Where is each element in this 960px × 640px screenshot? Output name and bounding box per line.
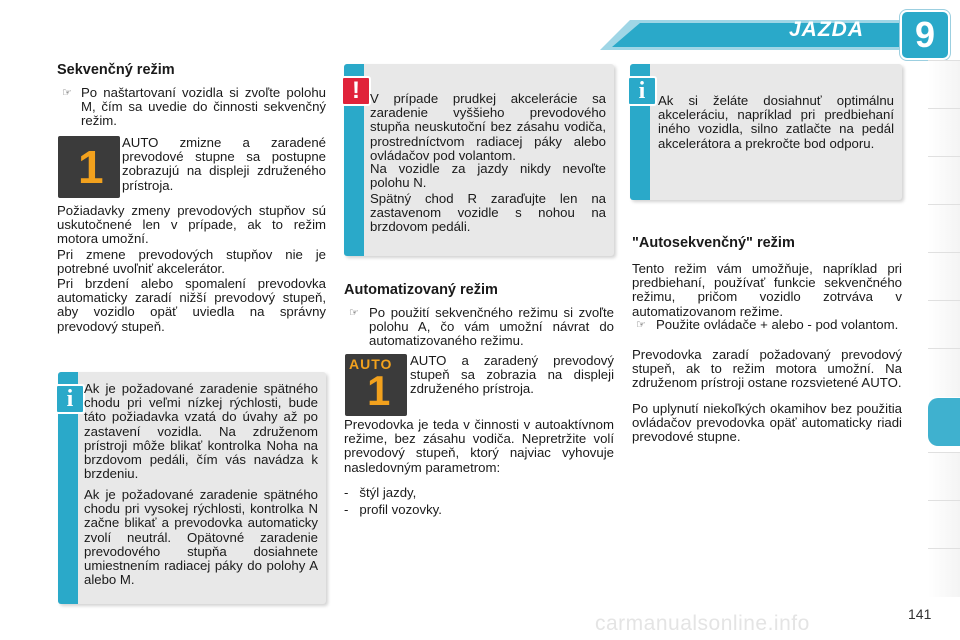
paragraph: Prevodovka zaradí požadovaný prevodový stupeň, ak to režim motora umožní. Na združenom prístroji ostane rozsvietené AUTO. [632, 347, 902, 391]
list-item: - štýl jazdy, [344, 485, 417, 500]
chapter-tab[interactable] [928, 252, 960, 301]
warning-text: V prípade prudkej akcelerácie sa zaradenie vyššieho prevodového stupňa neuskutoční bez zásahu vodiča, prostredníctvom radiacej páky alebo ovládačov pod volantom. [370, 91, 606, 163]
gear-auto-label: AUTO [349, 356, 393, 372]
chapter-tab[interactable] [928, 500, 960, 549]
auto-text-line: AUTO zmizne a zaradené [122, 135, 326, 150]
auto-text-rest: prevodové stupne sa postupne zobrazujú na displeji združeného prístroja. [122, 149, 326, 193]
section-heading-sequential: Sekvenčný režim [57, 62, 175, 78]
chapter-tab[interactable] [928, 108, 960, 157]
gear-digit: 1 [367, 367, 391, 414]
bullet-icon: ☞ [62, 87, 72, 99]
info-box [630, 64, 902, 200]
warning-text: Spätný chod R zaraďujte len na zastavenom vozidle s nohou na brzdovom pedáli. [370, 191, 606, 235]
chapter-tab[interactable] [928, 300, 960, 349]
page-number: 141 [908, 606, 932, 622]
warning-icon: ! [341, 76, 371, 106]
warning-text: Na vozidle za jazdy nikdy nevoľte polohu N. [370, 161, 606, 191]
list-item-text: profil vozovky. [359, 502, 442, 517]
bullet-icon: ☞ [349, 307, 359, 319]
warning-box [344, 64, 614, 256]
info-text: Ak je požadované zaradenie spätného chodu pri veľmi nízkej rýchlosti, bude táto požiadavka vzatá do úvahy až po zastavení vozidla. Na združenom prístroji môže blikať kontrolka Noha na brzdovom pedáli, čím vás navádza k brzdeniu. [84, 381, 318, 482]
page-title: JAZDA [788, 18, 864, 41]
gear-display-image [58, 136, 120, 198]
list-item-text: štýl jazdy, [359, 485, 417, 500]
chapter-tab[interactable] [928, 204, 960, 253]
section-heading-autosequential: "Autosekvenčný" režim [632, 235, 795, 251]
header-bar [600, 14, 940, 54]
bullet-item [349, 306, 614, 349]
gear-display-image [345, 354, 407, 416]
info-text: Ak si želáte dosiahnuť optimálnu akceleráciu, napríklad pri predbiehaní iného vozidla, silno zatlačte na pedál akcelerátora a prekročte bod odporu. [658, 93, 894, 151]
auto-displayed-text: AUTO a zaradený prevodový stupeň sa zobrazia na displeji združeného prístroja. [410, 353, 614, 397]
watermark: carmanualsonline.info [595, 612, 810, 635]
chapter-tab-active[interactable] [928, 398, 960, 446]
paragraph: Prevodovka je teda v činnosti v autoaktívnom režime, bez zásahu vodiča. Nepretržite volí prevodový stupeň, ktorý najviac vyhovuje nasledovným parametrom: [344, 417, 614, 475]
chapter-tabs [928, 60, 960, 640]
info-text: Ak je požadované zaradenie spätného chodu pri vysokej rýchlosti, kontrolka N začne blikať a prevodovka automaticky zvolí neutrál. Opätovné zaradenie prevodového stupňa dosiahnete umiestnením radiacej páky do polohy A alebo M. [84, 487, 318, 588]
bullet-item [636, 318, 902, 332]
bullet-text: Použite ovládače + alebo - pod volantom. [656, 317, 899, 332]
paragraph: Tento režim vám umožňuje, napríklad pri predbiehaní, používať funkcie sekvenčného režimu, pričom vozidlo zotrváva v automatizovanom režime. [632, 261, 902, 319]
chapter-tab[interactable] [928, 60, 960, 109]
chapter-tab[interactable] [928, 156, 960, 205]
list-item: - profil vozovky. [344, 502, 442, 517]
chapter-tab[interactable] [928, 452, 960, 501]
info-icon: i [55, 384, 85, 414]
paragraph: Pri brzdení alebo spomalení prevodovka automaticky zaradí nižší prevodový stupeň, aby vozidlo opäť uviedla na správny prevodový stupeň. [57, 276, 326, 334]
section-heading-automatic: Automatizovaný režim [344, 282, 498, 298]
info-icon: i [627, 76, 657, 106]
bullet-text: Po použití sekvenčného režimu si zvoľte polohu A, čo vám umožní návrat do automatizovaného režimu. [369, 305, 614, 349]
info-box [58, 372, 326, 604]
paragraph: Po uplynutí niekoľkých okamihov bez použitia ovládačov prevodovka opäť automaticky riadi prevodové stupne. [632, 401, 902, 445]
paragraph: Požiadavky zmeny prevodových stupňov sú uskutočnené len v prípade, ak to režim motora umožní. [57, 203, 326, 247]
chapter-number-badge: 9 [900, 10, 950, 60]
bullet-item [62, 86, 326, 129]
auto-disappear-text [122, 136, 326, 193]
chapter-tab[interactable] [928, 348, 960, 397]
paragraph: Pri zmene prevodových stupňov nie je potrebné uvoľniť akcelerátor. [57, 247, 326, 277]
bullet-icon: ☞ [636, 319, 646, 331]
gear-digit: 1 [78, 141, 104, 193]
bullet-text: Po naštartovaní vozidla si zvoľte polohu M, čím sa uvedie do činnosti sekvenčný režim. [81, 85, 326, 129]
chapter-tab[interactable] [928, 548, 960, 597]
